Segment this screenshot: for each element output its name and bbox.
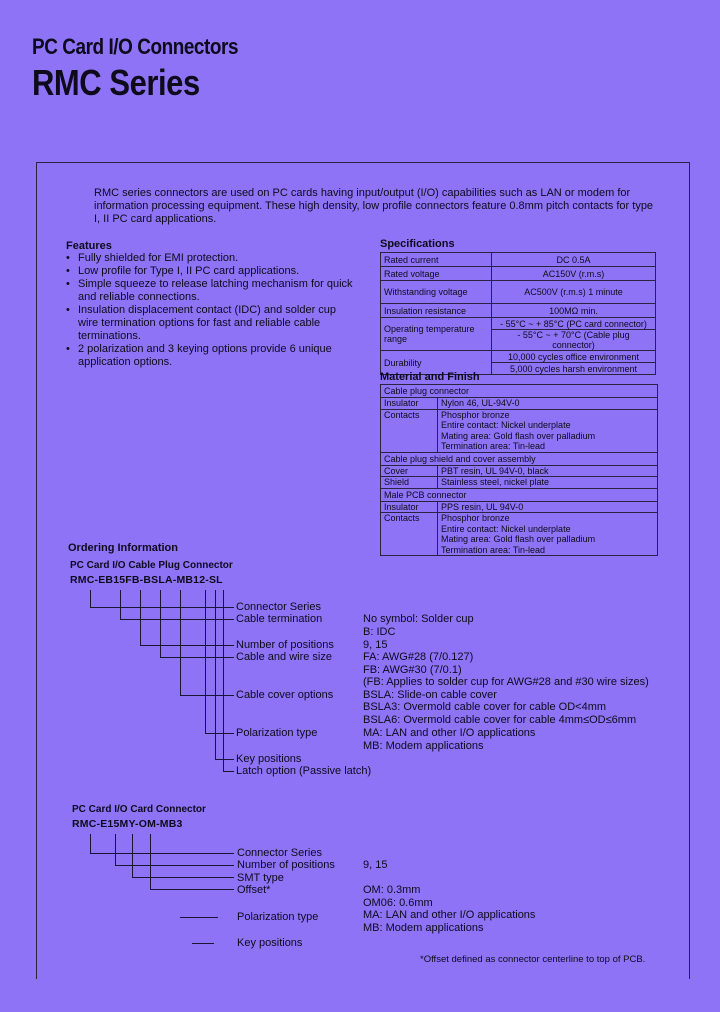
spec-value: 100MΩ min. bbox=[492, 304, 656, 318]
product-category-title: PC Card I/O Connectors bbox=[32, 34, 239, 59]
value-termination: No symbol: Solder cup bbox=[363, 613, 474, 625]
material-key: Cover bbox=[381, 466, 438, 477]
features-list bbox=[66, 252, 356, 369]
label-key-positions: Key positions bbox=[236, 753, 302, 765]
spec-row bbox=[381, 253, 656, 267]
card-connector-part-number: RMC-E15MY-OM-MB3 bbox=[72, 818, 183, 830]
spec-value: AC150V (r.m.s) bbox=[492, 267, 656, 281]
label-cable-wire-size: Cable and wire size bbox=[236, 651, 332, 663]
feature-item: • Fully shielded for EMI protection. bbox=[66, 252, 356, 265]
spec-value: 5,000 cycles harsh environment bbox=[492, 363, 656, 375]
label-latch-option: Latch option (Passive latch) bbox=[236, 765, 372, 777]
material-value: Mating area: Gold flash over palladium bbox=[441, 534, 596, 544]
label-card-key-positions: Key positions bbox=[237, 937, 303, 949]
material-value: Entire contact: Nickel underplate bbox=[441, 420, 571, 430]
materials-group-heading: Male PCB connector bbox=[384, 489, 467, 500]
material-value: Phosphor bronze bbox=[441, 513, 510, 523]
material-value: Termination area: Tin-lead bbox=[441, 441, 546, 451]
material-key: Shield bbox=[381, 477, 438, 488]
material-key: Insulator bbox=[381, 502, 438, 513]
spec-row bbox=[381, 304, 656, 318]
spec-value: - 55°C ~ + 70°C (Cable plug connector) bbox=[492, 330, 656, 351]
value-termination: B: IDC bbox=[363, 626, 396, 638]
material-value: Entire contact: Nickel underplate bbox=[441, 523, 571, 534]
spec-key: Insulation resistance bbox=[381, 304, 492, 318]
label-number-of-positions: Number of positions bbox=[236, 639, 334, 651]
material-key: Contacts bbox=[381, 513, 438, 555]
spec-key: Durability bbox=[381, 351, 492, 375]
feature-item: • Simple squeeze to release latching mechanism for quick and reliable connections. bbox=[66, 278, 356, 304]
label-cable-cover-options: Cable cover options bbox=[236, 689, 334, 701]
card-connector-subtitle: PC Card I/O Card Connector bbox=[72, 804, 206, 815]
specifications-table bbox=[380, 252, 656, 375]
material-value: PPS resin, UL 94V-0 bbox=[441, 501, 524, 512]
value-cover-option: BSLA: Slide-on cable cover bbox=[363, 689, 497, 701]
series-title: RMC Series bbox=[32, 62, 200, 103]
spec-key: Rated voltage bbox=[381, 267, 492, 281]
value-wire-size: FA: AWG#28 (7/0.127) bbox=[363, 651, 474, 663]
spec-key: Withstanding voltage bbox=[381, 281, 492, 304]
feature-item: • Insulation displacement contact (IDC) and solder cup wire termination options for fast and reliable cable terminations. bbox=[66, 304, 356, 343]
materials-group-heading: Cable plug connector bbox=[384, 386, 470, 396]
spec-value: 10,000 cycles office environment bbox=[492, 351, 656, 363]
spec-row bbox=[381, 281, 656, 304]
label-card-connector-series: Connector Series bbox=[237, 847, 322, 859]
value-polarization: MB: Modem applications bbox=[363, 740, 484, 752]
label-smt-type: SMT type bbox=[237, 872, 284, 884]
label-polarization-type: Polarization type bbox=[236, 727, 318, 739]
value-offset: OM: 0.3mm bbox=[363, 884, 421, 896]
value-offset: OM06: 0.6mm bbox=[363, 897, 433, 909]
ordering-heading: Ordering Information bbox=[68, 542, 178, 554]
feature-item: • Low profile for Type I, II PC card applications. bbox=[66, 265, 356, 278]
material-value: PBT resin, UL 94V-0, black bbox=[441, 465, 549, 476]
value-card-positions: 9, 15 bbox=[363, 859, 388, 871]
spec-row bbox=[381, 318, 656, 330]
material-value: Termination area: Tin-lead bbox=[441, 544, 546, 555]
material-value: Stainless steel, nickel plate bbox=[441, 477, 550, 487]
spec-value: DC 0.5A bbox=[492, 253, 656, 267]
materials-heading: Material and Finish bbox=[380, 371, 480, 383]
material-key: Insulator bbox=[381, 398, 438, 409]
materials-table bbox=[380, 384, 658, 556]
spec-row bbox=[381, 267, 656, 281]
material-value: Phosphor bronze bbox=[441, 409, 510, 420]
specifications-heading: Specifications bbox=[380, 238, 455, 250]
value-wire-size: FB: AWG#30 (7/0.1) bbox=[363, 664, 462, 676]
label-offset: Offset* bbox=[237, 884, 271, 896]
value-wire-note: (FB: Applies to solder cup for AWG#28 and #30 wire sizes) bbox=[363, 676, 649, 688]
material-value: Nylon 46, UL-94V-0 bbox=[441, 398, 520, 408]
value-card-polarization: MA: LAN and other I/O applications bbox=[363, 909, 536, 921]
spec-value: AC500V (r.m.s) 1 minute bbox=[492, 281, 656, 304]
value-polarization: MA: LAN and other I/O applications bbox=[363, 727, 536, 739]
value-cover-option: BSLA3: Overmold cable cover for cable OD<4mm bbox=[363, 701, 607, 713]
value-cover-option: BSLA6: Overmold cable cover for cable 4mm≤OD≤6mm bbox=[363, 714, 637, 726]
spec-row bbox=[381, 351, 656, 363]
label-card-positions: Number of positions bbox=[237, 859, 335, 871]
material-value: Mating area: Gold flash over palladium bbox=[441, 430, 596, 441]
features-heading: Features bbox=[66, 240, 112, 252]
feature-item: • 2 polarization and 3 keying options provide 6 unique application options. bbox=[66, 343, 356, 369]
cable-plug-part-number: RMC-EB15FB-BSLA-MB12-SL bbox=[70, 574, 223, 586]
value-card-polarization: MB: Modem applications bbox=[363, 922, 484, 934]
offset-footnote: *Offset defined as connector centerline to top of PCB. bbox=[420, 954, 646, 965]
spec-key: Operating temperature range bbox=[381, 318, 492, 351]
label-cable-termination: Cable termination bbox=[236, 613, 323, 625]
material-key: Contacts bbox=[381, 410, 438, 452]
materials-group-heading: Cable plug shield and cover assembly bbox=[384, 453, 536, 464]
cable-plug-subtitle: PC Card I/O Cable Plug Connector bbox=[70, 560, 233, 571]
spec-key: Rated current bbox=[381, 253, 492, 267]
label-card-polarization: Polarization type bbox=[237, 911, 319, 923]
label-connector-series: Connector Series bbox=[236, 601, 321, 613]
intro-paragraph: RMC series connectors are used on PC cards having input/output (I/O) capabilities such as LAN or modem for information processing equipment. These high density, low profile connectors feature 0.8mm pitch contacts for type I, II PC card applications. bbox=[94, 187, 654, 225]
value-positions: 9, 15 bbox=[363, 639, 388, 651]
spec-value: - 55°C ~ + 85°C (PC card connector) bbox=[492, 318, 656, 330]
